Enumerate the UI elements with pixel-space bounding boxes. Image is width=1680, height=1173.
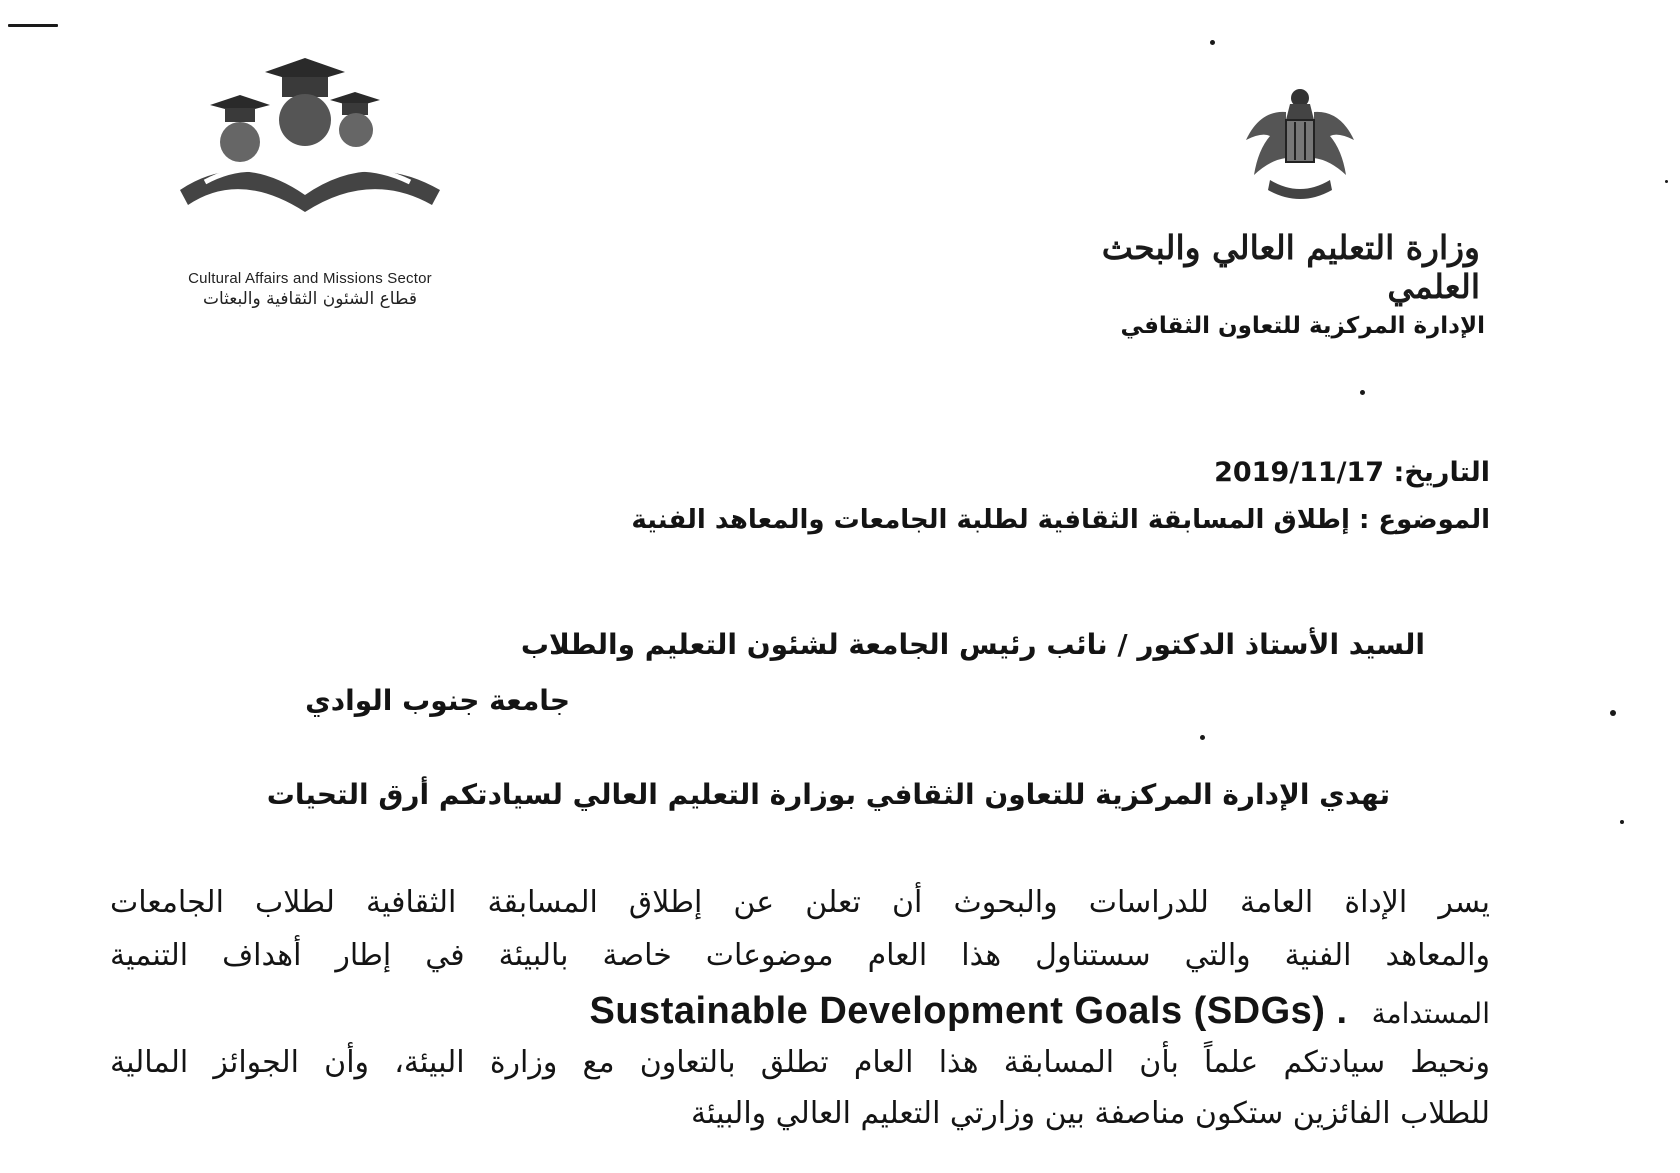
body-line-4: ونحيط سيادتكم علماً بأن المسابقة هذا العام تطلق بالتعاون مع وزارة البيئة، وأن الجوائز المالية: [110, 1045, 1490, 1080]
body-line-2: والمعاهد الفنية والتي سستناول هذا العام موضوعات خاصة بالبيئة في إطار أهداف التنمية: [110, 938, 1490, 973]
greeting-line: تهدي الإدارة المركزية للتعاون الثقافي بوزارة التعليم العالي لسيادتكم أرق التحيات: [266, 778, 1390, 811]
cultural-affairs-logo: [170, 50, 470, 220]
scan-speck: [1200, 735, 1205, 740]
ministry-name: وزارة التعليم العالي والبحث العلمي: [1101, 228, 1480, 306]
subject-row: [560, 505, 1490, 535]
department-name: الإدارة المركزية للتعاون الثقافي: [1120, 313, 1485, 339]
scan-speck: [1665, 180, 1668, 183]
addressee-title: السيد الأستاذ الدكتور / نائب رئيس الجامعة لشئون التعليم والطلاب: [520, 628, 1425, 661]
body-line-1: يسر الإداة العامة للدراسات والبحوث أن تعلن عن إطلاق المسابقة الثقافية لطلاب الجامعات: [110, 885, 1490, 920]
subject-text: إطلاق المسابقة الثقافية لطلبة الجامعات والمعاهد الفنية: [631, 505, 1350, 535]
scan-speck: [1620, 820, 1624, 824]
scan-mark: [8, 24, 58, 27]
body-line-3-arabic: المستدامة: [1371, 997, 1490, 1030]
logo-caption-arabic: قطاع الشئون الثقافية والبعثات: [202, 289, 417, 309]
logo-caption-english: Cultural Affairs and Missions Sector: [188, 270, 432, 287]
sdg-english-text: Sustainable Development Goals (SDGs) .: [589, 990, 1348, 1032]
body-line-5: للطلاب الفائزين ستكون مناصفة بين وزارتي التعليم العالي والبيئة: [690, 1096, 1490, 1131]
body-line-3: [430, 990, 1490, 1033]
subject-label: الموضوع :: [1358, 505, 1490, 535]
scan-speck: [1360, 390, 1365, 395]
date-row: [1000, 457, 1490, 488]
date-label: التاريخ:: [1393, 457, 1490, 488]
scan-speck: [1210, 40, 1215, 45]
scan-speck: [1610, 710, 1616, 716]
eagle-emblem-icon: [1240, 80, 1360, 210]
addressee-university: جامعة جنوب الوادي: [305, 684, 570, 717]
date-value: 2019/11/17: [1214, 457, 1385, 488]
